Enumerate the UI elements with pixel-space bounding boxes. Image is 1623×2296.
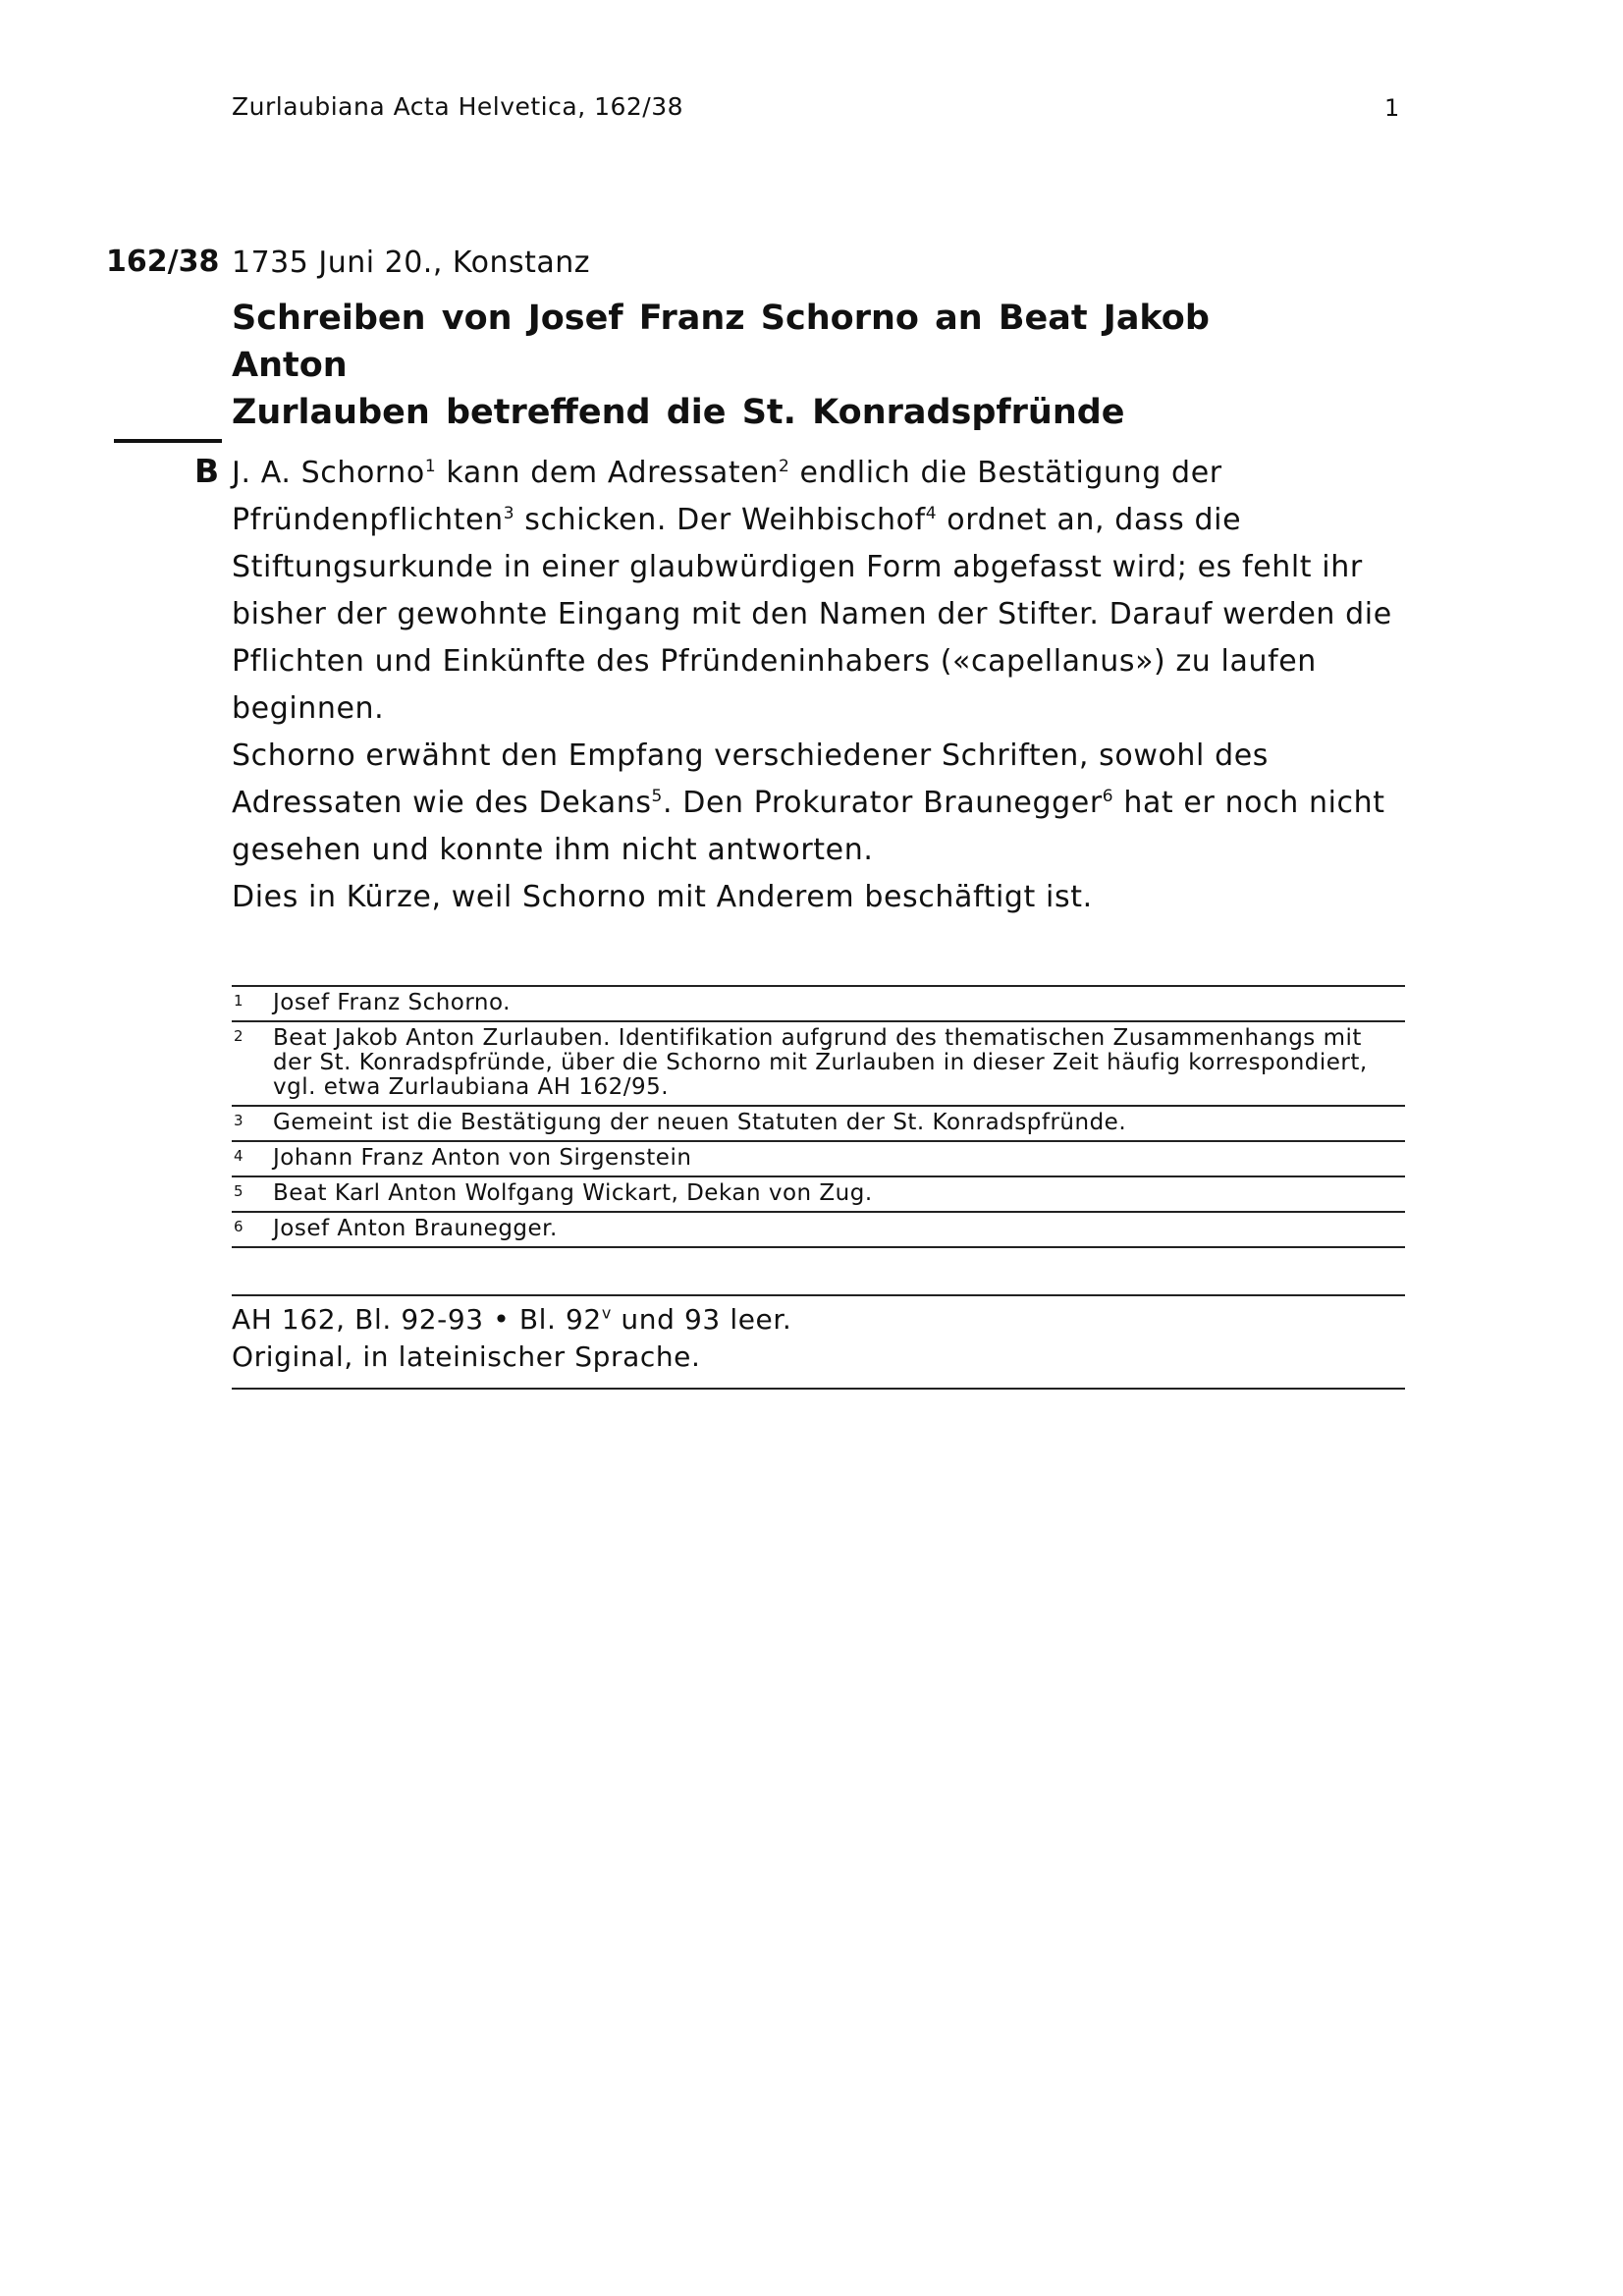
footnote-ref[interactable]: 1: [424, 457, 437, 476]
regest-text-segment: Schorno erwähnt den Empfang verschiedener Schriften, sowohl des Adressaten wie des Dekans: [232, 738, 1270, 820]
footnote-text: Beat Karl Anton Wolfgang Wickart, Dekan von Zug.: [273, 1180, 873, 1206]
footnote-ref[interactable]: 6: [1102, 787, 1114, 806]
regest-marker: B: [194, 452, 220, 490]
regest-text-segment: J. A. Schorno: [232, 456, 425, 490]
footnote: [232, 1177, 1405, 1213]
footnote-ref[interactable]: 3: [503, 504, 515, 523]
footnote-text: Johann Franz Anton von Sirgenstein: [273, 1145, 692, 1171]
footnote: [232, 1022, 1405, 1107]
regest-text-segment: ordnet an, dass die Stiftungsurkunde in einer glaubwürdigen Form abgefasst wird; es fehlt ihr bisher der gewohnte Eingang mit den Namen der Stifter. Darauf werden die Pflichten und Einkünfte des Pfründeninhabers («capellanus») zu laufen beginnen.: [232, 503, 1392, 726]
footnote: [232, 987, 1405, 1022]
footnote-number: 2: [234, 1027, 244, 1045]
footnote: [232, 1213, 1405, 1248]
footnote-number: 6: [234, 1218, 244, 1235]
regest-text-segment: . Den Prokurator Braunegger: [662, 786, 1103, 820]
document-date-place: 1735 Juni 20., Konstanz: [232, 246, 590, 280]
footnote-number: 5: [234, 1182, 244, 1200]
regest-text: [232, 450, 1420, 921]
page-number: 1: [1384, 94, 1400, 122]
document-title-line-2: Zurlauben betreffend die St. Konradspfründe: [232, 393, 1125, 432]
source-note: und 93 leer.: [611, 1303, 792, 1336]
footnote-number: 4: [234, 1147, 244, 1165]
footnote-ref[interactable]: 2: [778, 457, 790, 476]
footnote-number: 1: [234, 992, 244, 1010]
footnote-ref[interactable]: 5: [651, 787, 663, 806]
document-title: [232, 295, 1312, 436]
footnote-number: 3: [234, 1112, 244, 1129]
document-number: 162/38: [106, 245, 220, 279]
footnote-text: Beat Jakob Anton Zurlauben. Identifikation aufgrund des thematischen Zusammenhangs mit der St. Konradspfründe, über die Schorno mit Zurlauben in dieser Zeit häufig korrespondiert, vgl. etwa Zurlaubiana AH 162/95.: [273, 1025, 1368, 1100]
source-line-1: [232, 1301, 1405, 1339]
footnote-text: Josef Franz Schorno.: [273, 990, 511, 1015]
verso-mark: v: [601, 1303, 612, 1323]
regest-text-segment: kann dem Adressaten: [436, 456, 779, 490]
regest-text-segment: hat er noch nicht gesehen und konnte ihm nicht antworten.: [232, 786, 1385, 867]
footnote-text: Josef Anton Braunegger.: [273, 1216, 558, 1241]
source-line-2: Original, in lateinischer Sprache.: [232, 1340, 701, 1373]
section-divider: [114, 439, 222, 443]
footnote-ref[interactable]: 4: [925, 504, 938, 523]
regest-paragraph-1: [232, 450, 1420, 733]
running-title: Zurlaubiana Acta Helvetica, 162/38: [232, 92, 684, 121]
regest-text-segment: endlich die Bestätigung der Pfründenpflichten: [232, 456, 1222, 537]
footnotes: [232, 985, 1405, 1248]
regest-paragraph-3: Dies in Kürze, weil Schorno mit Anderem beschäftigt ist.: [232, 880, 1093, 914]
footnote: [232, 1142, 1405, 1177]
footnote: [232, 1107, 1405, 1142]
document-title-line-1: Schreiben von Josef Franz Schorno an Beat Jakob Anton: [232, 299, 1210, 385]
source-info: [232, 1294, 1405, 1390]
regest-paragraph-2: [232, 733, 1420, 874]
regest-text-segment: schicken. Der Weihbischof: [514, 503, 926, 537]
footnote-text: Gemeint ist die Bestätigung der neuen Statuten der St. Konradspfründe.: [273, 1110, 1127, 1135]
source-signature: AH 162, Bl. 92-93 • Bl. 92: [232, 1303, 602, 1336]
